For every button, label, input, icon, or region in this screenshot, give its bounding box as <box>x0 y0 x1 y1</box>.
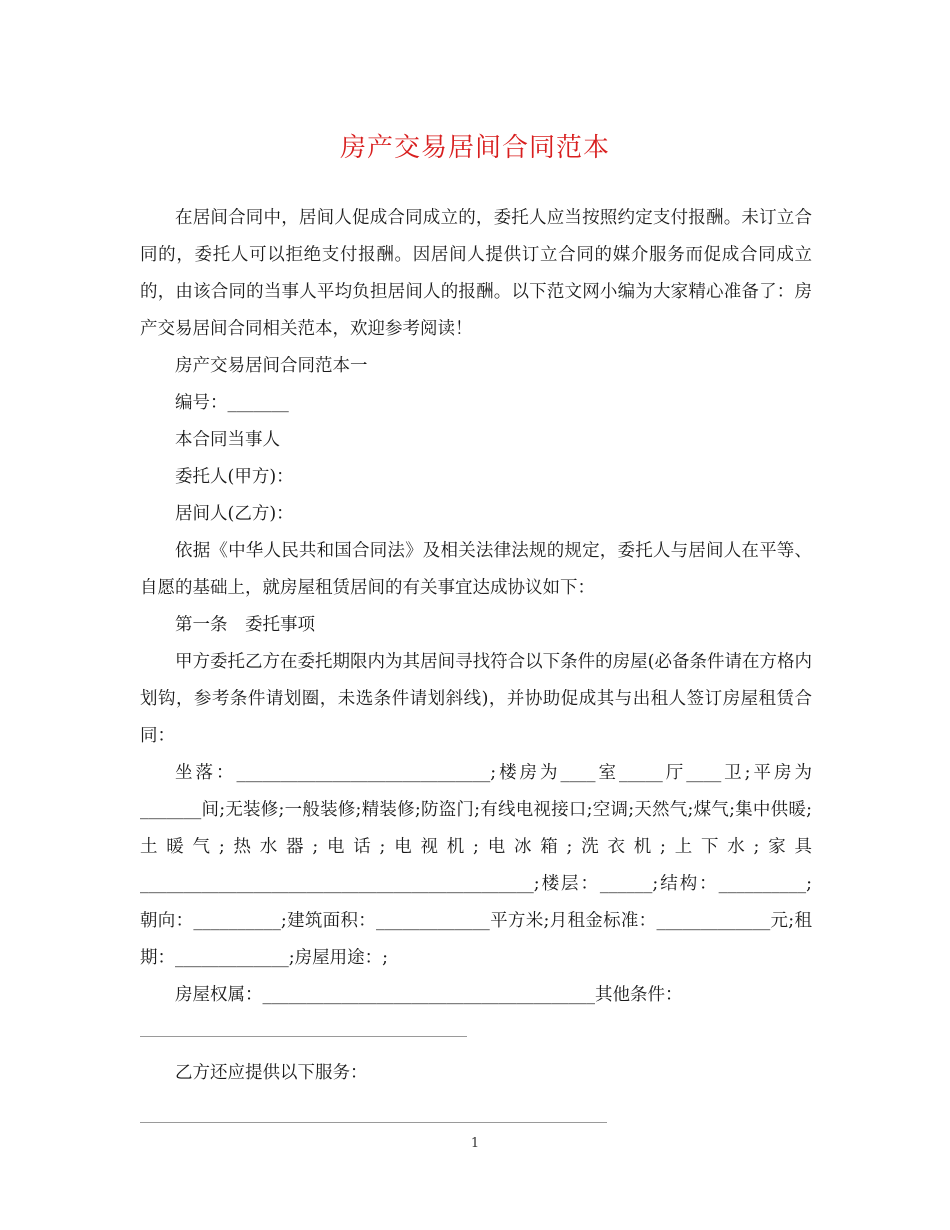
document-body <box>140 200 812 1123</box>
intro-paragraph: 在居间合同中，居间人促成合同成立的，委托人应当按照约定支付报酬。未订立合同的，委托人可以拒绝支付报酬。因居间人提供订立合同的媒介服务而促成合同成立的，由该合同的当事人平均负担居间人的报酬。以下范文网小编为大家精心准备了：房产交易居间合同相关范本，欢迎参考阅读！ <box>140 208 812 339</box>
property-conditions-paragraph: 坐落：_____________________________;楼房为____室_____厅____卫;平房为_______间;无装修;一般装修;精装修;防盗门;有线电视接口;空调;天然气;煤气;集中供暖;土暖气;热水器;电话;电视机;电冰箱;洗衣机;上下水;家具_____________________________________________;楼层：______;结构：__________;朝向：__________;建筑面积：_____________平方米;月租金标准：_____________元;租期：_____________;房屋用途：; <box>140 763 812 968</box>
document-title: 房产交易居间合同范本 <box>339 133 610 163</box>
commission-paragraph: 甲方委托乙方在委托期限内为其居间寻找符合以下条件的房屋(必备条件请在方格内划钩，参考条件请划圈，未选条件请划斜线)，并协助促成其与出租人签订房屋租赁合同： <box>140 652 812 746</box>
section-heading-sample-one: 房产交易居间合同范本一 <box>175 356 368 376</box>
client-party-line: 委托人(甲方)： <box>175 467 294 487</box>
blank-line <box>140 1122 607 1123</box>
parties-heading: 本合同当事人 <box>175 430 280 450</box>
contract-number-line: 编号：_______ <box>175 393 289 413</box>
broker-party-line: 居间人(乙方)： <box>175 504 294 524</box>
page-number: 1 <box>470 1136 480 1151</box>
ownership-paragraph: 房屋权属：______________________________________其他条件： <box>175 985 683 1005</box>
services-paragraph: 乙方还应提供以下服务： <box>175 1063 368 1083</box>
legal-basis-paragraph: 依据《中华人民共和国合同法》及相关法律法规的规定，委托人与居间人在平等、自愿的基础上，就房屋租赁居间的有关事宜达成协议如下： <box>140 541 812 598</box>
article-one-heading: 第一条 委托事项 <box>175 615 315 635</box>
